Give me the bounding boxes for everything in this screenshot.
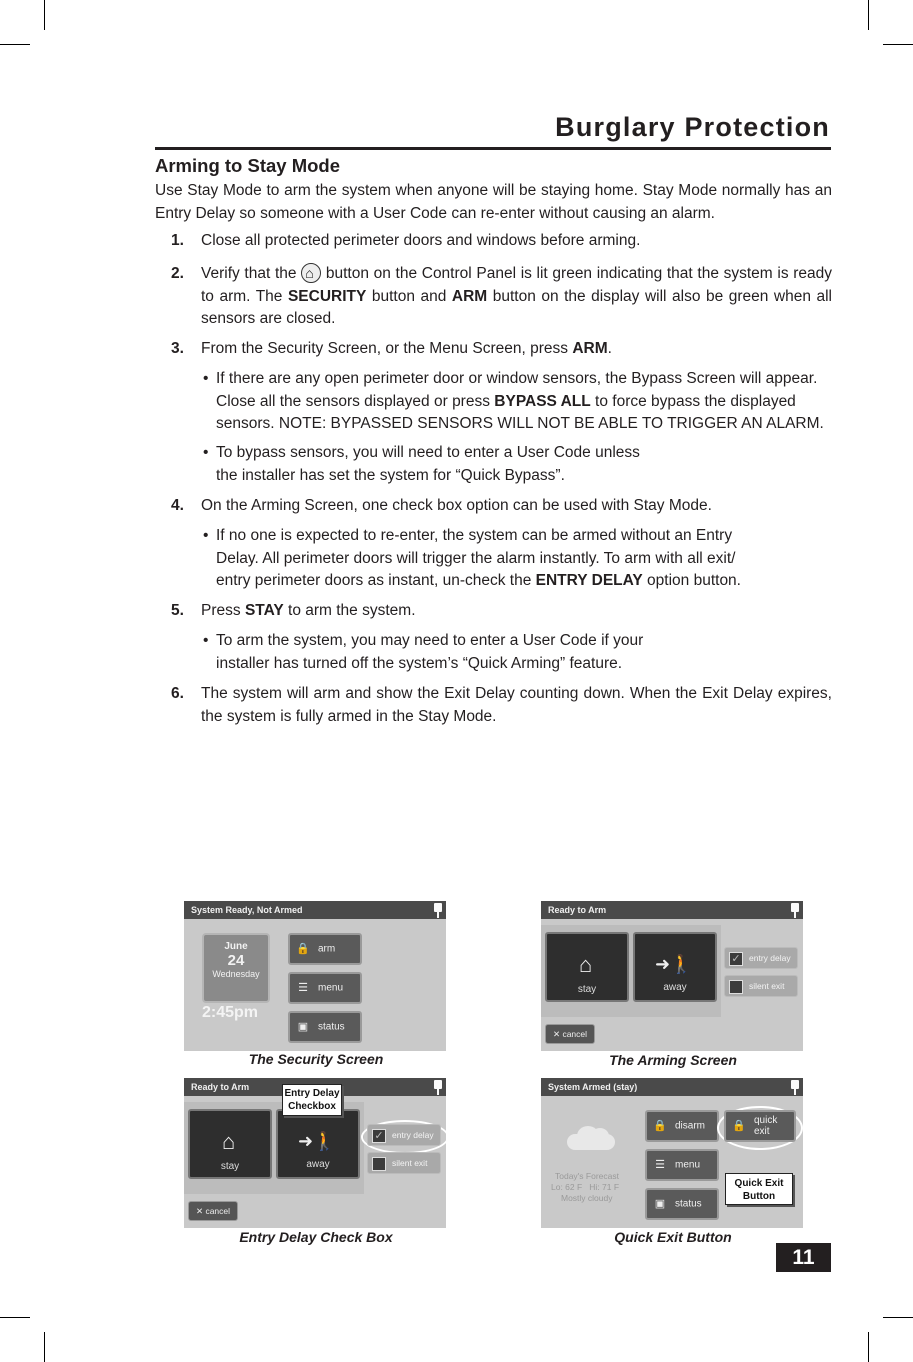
entry-delay-label: entry delay: [749, 953, 791, 963]
bullet-line: the installer has set the system for “Quick Bypass”.: [216, 466, 565, 484]
quick-exit-button[interactable]: [724, 1110, 796, 1142]
power-plug-icon: [434, 903, 442, 919]
callout-line: Entry Delay: [284, 1088, 340, 1099]
page-header-title: Burglary Protection: [555, 112, 830, 142]
silent-exit-checkbox[interactable]: [367, 1152, 441, 1174]
bullet-text: [216, 442, 832, 487]
entry-delay-checkbox[interactable]: [724, 947, 798, 969]
arming-screen-image: [541, 901, 803, 1051]
forecast-high: Hi: 71 F: [589, 1182, 620, 1192]
checkmark-icon: ✓: [372, 1129, 386, 1143]
crop-mark: [868, 1332, 869, 1362]
crop-mark: [883, 44, 913, 45]
status-button-label: status: [318, 1021, 345, 1033]
step-text-part: Press: [201, 602, 241, 619]
forecast-low: Lo: 62 F: [551, 1182, 583, 1192]
page-number: 11: [776, 1243, 831, 1272]
status-button[interactable]: [288, 1011, 362, 1043]
disarm-button-label: disarm: [675, 1120, 706, 1132]
bullet-text-part: option button.: [647, 572, 741, 589]
away-button[interactable]: [633, 932, 717, 1002]
person-icon: ⌂: [579, 952, 593, 977]
calendar-day: 24: [227, 952, 245, 969]
security-keyword: SECURITY: [287, 287, 367, 305]
step-text: The system will arm and show the Exit Delay counting down. When the Exit Delay expires, the system is fully armed in the Stay Mode.: [201, 685, 832, 725]
arm-keyword: ARM: [572, 340, 608, 357]
home-button-icon: [301, 263, 321, 283]
arm-button-label: arm: [318, 943, 336, 955]
bullet-text: [216, 630, 832, 675]
step-number: 2.: [171, 265, 184, 282]
close-icon: ✕: [552, 1029, 561, 1039]
step-text: On the Arming Screen, one check box option can be used with Stay Mode.: [201, 497, 712, 514]
entry-delay-label: entry delay: [392, 1130, 434, 1140]
away-button[interactable]: [276, 1109, 360, 1179]
cancel-button[interactable]: [545, 1024, 595, 1044]
status-icon: ▣: [654, 1198, 666, 1210]
lock-icon: 🔒: [653, 1120, 667, 1132]
status-button-label: status: [675, 1198, 702, 1210]
status-bar: System Ready, Not Armed: [184, 901, 446, 919]
step-number: 1.: [171, 232, 184, 249]
bullet-dot: •: [203, 527, 209, 544]
bullet-line: If no one is expected to re-enter, the system can be armed without an Entry: [216, 527, 733, 544]
clock-time: 2:45pm: [202, 1004, 259, 1021]
entry-delay-checkbox[interactable]: [367, 1124, 441, 1146]
disarm-button[interactable]: [645, 1110, 719, 1142]
calendar-weekday: Wednesday: [212, 969, 260, 979]
step-number: 6.: [171, 685, 184, 702]
step-number: 5.: [171, 602, 184, 619]
step-number: 3.: [171, 340, 184, 357]
bullet-5a: [203, 630, 832, 675]
cancel-label: cancel: [562, 1029, 588, 1039]
forecast-temps: [551, 1182, 619, 1192]
callout-line: Button: [742, 1191, 776, 1202]
section-intro: Use Stay Mode to arm the system when anyone will be staying home. Stay Mode normally has an Entry Delay so someone with a User Code can re-enter without causing an alarm.: [155, 182, 832, 222]
calendar-widget: [202, 933, 270, 1003]
power-plug-icon: [791, 903, 799, 919]
bullet-3a: [203, 368, 832, 436]
security-screen-caption: The Security Screen: [248, 1051, 384, 1067]
empty-box-icon: [372, 1157, 386, 1171]
stay-button-label: stay: [577, 984, 597, 995]
step-text: Close all protected perimeter doors and windows before arming.: [201, 232, 641, 249]
bullet-dot: •: [203, 632, 209, 649]
bullet-line: To arm the system, you may need to enter a User Code if your: [216, 632, 644, 649]
walking-person-icon: ➜🚶: [298, 1131, 336, 1151]
status-button[interactable]: [645, 1188, 719, 1220]
crop-mark: [44, 0, 45, 30]
quick-exit-callout: [725, 1173, 793, 1205]
step-2: [155, 263, 832, 331]
bypass-all-keyword: BYPASS ALL: [494, 392, 591, 410]
quick-exit-screen-image: [541, 1078, 803, 1228]
crop-mark: [44, 1332, 45, 1362]
entry-delay-screen-image: [184, 1078, 446, 1228]
entry-delay-keyword: ENTRY DELAY: [535, 572, 643, 589]
step-1: [155, 230, 832, 253]
arm-keyword: ARM: [451, 287, 488, 305]
calendar-month: June: [224, 941, 248, 952]
lock-icon: 🔒: [296, 943, 310, 955]
bullet-line: To bypass sensors, you will need to enter a User Code unless: [216, 444, 640, 461]
status-bar: Ready to Arm: [541, 901, 803, 919]
silent-exit-checkbox[interactable]: [724, 975, 798, 997]
bullet-text: [216, 525, 832, 593]
menu-button-label: menu: [318, 982, 344, 994]
bullet-text: [216, 368, 832, 436]
bullet-text-part: entry perimeter doors as instant, un-check the: [216, 572, 532, 589]
forecast-condition: Mostly cloudy: [561, 1193, 613, 1203]
crop-mark: [0, 1317, 30, 1318]
crop-mark: [0, 44, 30, 45]
quick-exit-line: exit: [754, 1126, 770, 1137]
step-3: [155, 338, 832, 361]
silent-exit-label: silent exit: [392, 1158, 428, 1168]
silent-exit-label: silent exit: [749, 981, 785, 991]
bullet-line: installer has turned off the system’s “Quick Arming” feature.: [216, 654, 623, 672]
security-screen-image: [184, 901, 446, 1051]
menu-list-icon: ☰: [298, 982, 308, 994]
bullet-dot: •: [203, 444, 209, 461]
away-button-label: away: [663, 982, 687, 993]
crop-mark: [868, 0, 869, 30]
menu-button[interactable]: [645, 1149, 719, 1181]
entry-delay-caption: Entry Delay Check Box: [239, 1229, 393, 1245]
stay-button-label: stay: [220, 1161, 240, 1172]
quick-exit-line: quick: [754, 1115, 778, 1126]
status-bar: System Armed (stay): [541, 1078, 803, 1096]
bullet-line: Delay. All perimeter doors will trigger the alarm instantly. To arm with all exit/: [216, 549, 736, 567]
away-button-label: away: [306, 1159, 330, 1170]
crop-mark: [883, 1317, 913, 1318]
menu-button-label: menu: [675, 1159, 701, 1171]
quick-exit-label: [754, 1115, 777, 1137]
bullet-text-part: to force bypass the displayed sensors. NOTE: BYPASSED SENSORS WILL NOT BE ABLE TO TRIGGER AN ALARM.: [216, 392, 824, 432]
empty-box-icon: [729, 980, 743, 994]
step-5: [155, 600, 832, 623]
header-rule: [155, 147, 831, 150]
step-text-part: to arm the system.: [288, 602, 416, 619]
step-text-part: button and: [371, 287, 447, 305]
callout-line: Checkbox: [288, 1101, 336, 1112]
stay-button[interactable]: [188, 1109, 272, 1179]
step-text-part: button on the Control Panel is lit green indicating that the system is ready to arm. The: [201, 265, 833, 305]
forecast-title: Today's Forecast: [555, 1171, 619, 1181]
step-text: [201, 263, 832, 331]
step-text-part: button on the display will also be green when all sensors are closed.: [201, 287, 832, 327]
step-text: [201, 338, 832, 361]
close-icon: ✕: [195, 1206, 204, 1216]
power-plug-icon: [434, 1080, 442, 1096]
arming-screen-caption: The Arming Screen: [609, 1052, 737, 1068]
status-icon: ▣: [297, 1021, 309, 1033]
bullet-line: [216, 570, 832, 593]
entry-delay-callout: [282, 1084, 342, 1116]
callout-line: Quick Exit: [734, 1178, 784, 1189]
quick-exit-caption: Quick Exit Button: [614, 1229, 732, 1245]
step-text: [201, 600, 832, 623]
checkmark-icon: ✓: [729, 952, 743, 966]
step-6: [155, 683, 832, 728]
bullet-4a: [203, 525, 832, 593]
arm-button[interactable]: [288, 933, 362, 965]
cancel-button[interactable]: [188, 1201, 238, 1221]
step-text-part: .: [607, 340, 612, 357]
bullet-dot: •: [203, 370, 209, 387]
cloud-icon: [561, 1124, 621, 1152]
power-plug-icon: [791, 1080, 799, 1096]
cancel-label: cancel: [205, 1206, 231, 1216]
bullet-text-part: If there are any open perimeter door or window sensors, the Bypass Screen will appear. Close all the sensors displayed or press: [216, 370, 818, 410]
stay-keyword: STAY: [244, 602, 284, 619]
step-text-part: Verify that the: [201, 265, 297, 282]
lock-icon: 🔒: [732, 1120, 746, 1132]
bullet-3b: [203, 442, 832, 487]
menu-list-icon: ☰: [655, 1159, 665, 1171]
menu-button[interactable]: [288, 972, 362, 1004]
step-text-part: From the Security Screen, or the Menu Screen, press: [201, 340, 568, 357]
section-title: Arming to Stay Mode: [155, 155, 341, 176]
status-bar: Ready to Arm: [184, 1078, 446, 1096]
stay-button[interactable]: [545, 932, 629, 1002]
step-number: 4.: [171, 497, 184, 514]
step-4: [155, 495, 832, 518]
person-icon: ⌂: [222, 1129, 236, 1154]
walking-person-icon: ➜🚶: [655, 954, 693, 974]
